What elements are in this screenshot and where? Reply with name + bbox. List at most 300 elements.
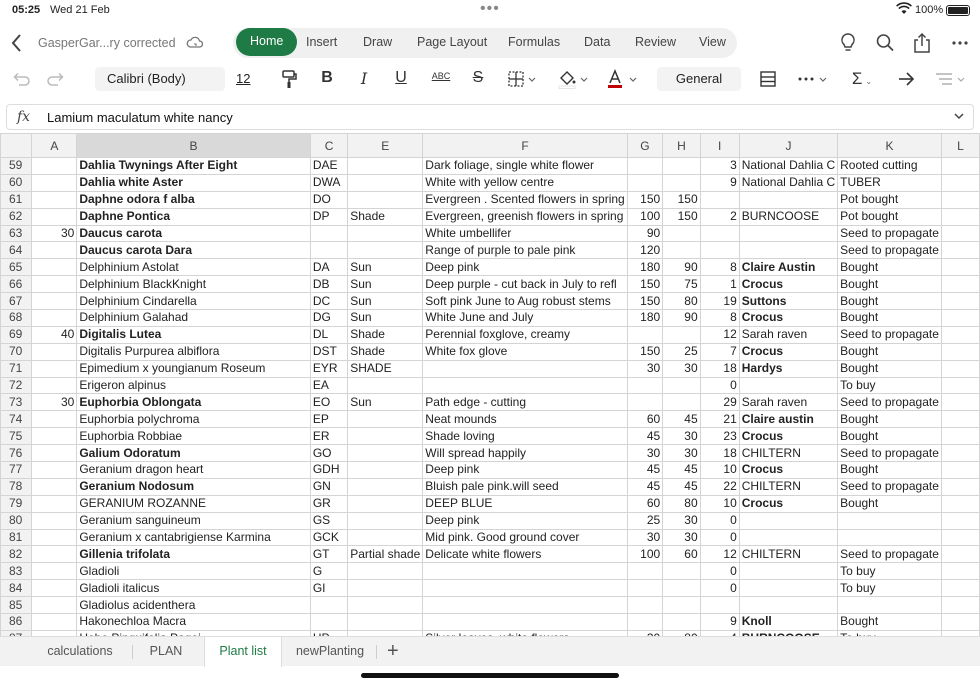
cell-f[interactable]: Soft pink June to Aug robust stems: [423, 293, 627, 310]
cloud-sync-icon[interactable]: [186, 34, 204, 52]
row-header[interactable]: 83: [1, 563, 32, 580]
cell-b[interactable]: Daphne Pontica: [77, 208, 311, 225]
cell-h[interactable]: 30: [663, 512, 700, 529]
cell-b[interactable]: Hakonechloa Macra: [77, 614, 311, 631]
cell-h[interactable]: 150: [663, 191, 700, 208]
insert-cells-icon[interactable]: [796, 69, 828, 89]
cell-a[interactable]: [32, 259, 77, 276]
cell-k[interactable]: Bought: [838, 360, 942, 377]
cell-c[interactable]: GDH: [310, 462, 347, 479]
more-options-icon[interactable]: [950, 32, 970, 54]
cell-c[interactable]: GO: [310, 445, 347, 462]
bold-icon[interactable]: B: [321, 69, 333, 86]
cell-l[interactable]: [941, 208, 979, 225]
cell-b[interactable]: Geranium sanguineum: [77, 512, 311, 529]
cell-a[interactable]: 30: [32, 394, 77, 411]
cell-j[interactable]: [739, 597, 837, 614]
cell-l[interactable]: [941, 158, 979, 175]
cell-g[interactable]: 30: [627, 360, 662, 377]
cell-g[interactable]: 45: [627, 478, 662, 495]
tab-draw[interactable]: Draw: [363, 35, 393, 49]
cell-c[interactable]: GR: [310, 495, 347, 512]
cell-i[interactable]: 23: [700, 428, 739, 445]
cell-f[interactable]: Deep pink: [423, 259, 627, 276]
cell-b[interactable]: Geranium x cantabrigiense Karmina: [77, 529, 311, 546]
cell-f[interactable]: Shade loving: [423, 428, 627, 445]
cell-l[interactable]: [941, 495, 979, 512]
row-header[interactable]: 72: [1, 377, 32, 394]
cell-b[interactable]: Delphinium BlackKnight: [77, 276, 311, 293]
tab-insert[interactable]: Insert: [306, 35, 338, 49]
row-header[interactable]: 74: [1, 411, 32, 428]
cell-e[interactable]: Sun: [348, 276, 423, 293]
cell-e[interactable]: [348, 411, 423, 428]
cell-e[interactable]: Sun: [348, 293, 423, 310]
cell-h[interactable]: [663, 614, 700, 631]
cell-j[interactable]: BURNCOOSE: [739, 208, 837, 225]
cell-k[interactable]: Seed to propagate: [838, 242, 942, 259]
cell-e[interactable]: [348, 242, 423, 259]
cell-j[interactable]: Knoll: [739, 614, 837, 631]
cell-l[interactable]: [941, 259, 979, 276]
align-icon[interactable]: [934, 69, 966, 89]
row-header[interactable]: 65: [1, 259, 32, 276]
cell-k[interactable]: Bought: [838, 343, 942, 360]
row-header[interactable]: 66: [1, 276, 32, 293]
cell-f[interactable]: Deep pink: [423, 462, 627, 479]
cell-k[interactable]: Seed to propagate: [838, 445, 942, 462]
column-header[interactable]: H: [663, 134, 700, 158]
cell-b[interactable]: Gladioli: [77, 563, 311, 580]
cell-i[interactable]: 0: [700, 377, 739, 394]
cell-l[interactable]: [941, 512, 979, 529]
cell-a[interactable]: [32, 276, 77, 293]
cell-g[interactable]: 180: [627, 259, 662, 276]
cell-j[interactable]: Crocus: [739, 462, 837, 479]
cell-e[interactable]: Sun: [348, 310, 423, 327]
cell-h[interactable]: 150: [663, 208, 700, 225]
cell-e[interactable]: [348, 225, 423, 242]
cell-c[interactable]: DL: [310, 326, 347, 343]
formula-bar[interactable]: [6, 104, 974, 130]
cell-a[interactable]: 30: [32, 225, 77, 242]
arrow-right-icon[interactable]: [896, 69, 916, 89]
cell-f[interactable]: Path edge - cutting: [423, 394, 627, 411]
redo-icon[interactable]: [47, 69, 67, 89]
row-header[interactable]: 59: [1, 158, 32, 175]
cell-b[interactable]: Dahlia white Aster: [77, 174, 311, 191]
cell-i[interactable]: 3: [700, 158, 739, 175]
sheet-tab-plant-list[interactable]: Plant list: [204, 637, 282, 667]
cell-g[interactable]: [627, 326, 662, 343]
cell-l[interactable]: [941, 529, 979, 546]
cell-h[interactable]: 30: [663, 428, 700, 445]
cell-g[interactable]: 100: [627, 546, 662, 563]
cell-f[interactable]: Dark foliage, single white flower: [423, 158, 627, 175]
row-header[interactable]: 60: [1, 174, 32, 191]
cell-i[interactable]: 8: [700, 259, 739, 276]
cell-l[interactable]: [941, 563, 979, 580]
cell-j[interactable]: National Dahlia C: [739, 174, 837, 191]
column-header[interactable]: L: [941, 134, 979, 158]
home-indicator[interactable]: [361, 673, 619, 678]
cell-h[interactable]: [663, 394, 700, 411]
cell-a[interactable]: [32, 428, 77, 445]
cell-l[interactable]: [941, 445, 979, 462]
tab-view[interactable]: View: [699, 35, 726, 49]
cell-f[interactable]: White June and July: [423, 310, 627, 327]
cell-e[interactable]: [348, 614, 423, 631]
cell-f[interactable]: White umbellifer: [423, 225, 627, 242]
cell-h[interactable]: [663, 597, 700, 614]
cell-l[interactable]: [941, 478, 979, 495]
cell-a[interactable]: [32, 546, 77, 563]
cell-b[interactable]: Galium Odoratum: [77, 445, 311, 462]
cell-j[interactable]: Suttons: [739, 293, 837, 310]
cell-i[interactable]: [700, 225, 739, 242]
cell-j[interactable]: [739, 242, 837, 259]
cell-l[interactable]: [941, 276, 979, 293]
cell-b[interactable]: Dahlia Twynings After Eight: [77, 158, 311, 175]
cell-e[interactable]: Shade: [348, 343, 423, 360]
sheet-tab-calculations[interactable]: calculations: [47, 644, 113, 658]
cell-j[interactable]: Claire Austin: [739, 259, 837, 276]
cell-c[interactable]: ER: [310, 428, 347, 445]
cell-c[interactable]: [310, 242, 347, 259]
cell-k[interactable]: Bought: [838, 293, 942, 310]
cell-h[interactable]: 45: [663, 462, 700, 479]
cell-b[interactable]: Delphinium Galahad: [77, 310, 311, 327]
cell-c[interactable]: [310, 614, 347, 631]
column-header[interactable]: F: [423, 134, 627, 158]
cell-k[interactable]: TUBER: [838, 174, 942, 191]
cell-l[interactable]: [941, 428, 979, 445]
function-icon[interactable]: fx: [17, 109, 31, 125]
cell-c[interactable]: DG: [310, 310, 347, 327]
cell-c[interactable]: DAE: [310, 158, 347, 175]
cell-i[interactable]: [700, 191, 739, 208]
cell-c[interactable]: GCK: [310, 529, 347, 546]
row-header[interactable]: 86: [1, 614, 32, 631]
cell-h[interactable]: [663, 326, 700, 343]
spelling-icon[interactable]: ABC: [431, 71, 451, 81]
cell-a[interactable]: [32, 580, 77, 597]
strikethrough-icon[interactable]: S: [472, 69, 484, 86]
cell-i[interactable]: 0: [700, 512, 739, 529]
cell-j[interactable]: Sarah raven: [739, 326, 837, 343]
column-header[interactable]: G: [627, 134, 662, 158]
back-chevron-icon[interactable]: [8, 32, 26, 54]
cell-l[interactable]: [941, 242, 979, 259]
cell-e[interactable]: [348, 512, 423, 529]
row-header[interactable]: 75: [1, 428, 32, 445]
cell-k[interactable]: To buy: [838, 377, 942, 394]
cell-j[interactable]: [739, 377, 837, 394]
column-header[interactable]: K: [838, 134, 942, 158]
cell-j[interactable]: Hardys: [739, 360, 837, 377]
cell-c[interactable]: EA: [310, 377, 347, 394]
cell-f[interactable]: [423, 360, 627, 377]
cell-k[interactable]: [838, 512, 942, 529]
cell-f[interactable]: Mid pink. Good ground cover: [423, 529, 627, 546]
cell-g[interactable]: 150: [627, 276, 662, 293]
cell-j[interactable]: Claire austin: [739, 411, 837, 428]
cell-g[interactable]: [627, 580, 662, 597]
cell-e[interactable]: [348, 478, 423, 495]
cell-j[interactable]: [739, 529, 837, 546]
cell-h[interactable]: 60: [663, 546, 700, 563]
cell-b[interactable]: Digitalis Lutea: [77, 326, 311, 343]
row-header[interactable]: 63: [1, 225, 32, 242]
cell-k[interactable]: Seed to propagate: [838, 478, 942, 495]
cell-c[interactable]: DST: [310, 343, 347, 360]
cell-g[interactable]: [627, 158, 662, 175]
fill-color-icon[interactable]: [557, 69, 589, 89]
cell-c[interactable]: DC: [310, 293, 347, 310]
cell-g[interactable]: [627, 377, 662, 394]
cell-f[interactable]: White with yellow centre: [423, 174, 627, 191]
cell-e[interactable]: SHADE: [348, 360, 423, 377]
cell-g[interactable]: 45: [627, 462, 662, 479]
cell-k[interactable]: [838, 597, 942, 614]
cell-l[interactable]: [941, 394, 979, 411]
font-color-icon[interactable]: [605, 69, 639, 89]
cell-j[interactable]: [739, 563, 837, 580]
cell-j[interactable]: Crocus: [739, 343, 837, 360]
cell-g[interactable]: 120: [627, 242, 662, 259]
cell-h[interactable]: [663, 225, 700, 242]
cell-e[interactable]: [348, 191, 423, 208]
cell-f[interactable]: Evergreen, greenish flowers in spring: [423, 208, 627, 225]
cell-h[interactable]: 45: [663, 411, 700, 428]
cell-g[interactable]: [627, 394, 662, 411]
cell-h[interactable]: 90: [663, 310, 700, 327]
cell-f[interactable]: Bluish pale pink.will seed: [423, 478, 627, 495]
cell-c[interactable]: G: [310, 563, 347, 580]
cell-a[interactable]: [32, 563, 77, 580]
cell-c[interactable]: GS: [310, 512, 347, 529]
cell-g[interactable]: 60: [627, 411, 662, 428]
cell-g[interactable]: 25: [627, 512, 662, 529]
sheet-tab-plan[interactable]: PLAN: [149, 644, 183, 658]
cell-e[interactable]: [348, 580, 423, 597]
cell-b[interactable]: Gladiolus acidenthera: [77, 597, 311, 614]
cell-g[interactable]: 150: [627, 191, 662, 208]
cell-h[interactable]: [663, 563, 700, 580]
cell-c[interactable]: DA: [310, 259, 347, 276]
cell-h[interactable]: 90: [663, 259, 700, 276]
cell-f[interactable]: [423, 614, 627, 631]
cell-i[interactable]: 12: [700, 326, 739, 343]
cell-a[interactable]: [32, 411, 77, 428]
cell-a[interactable]: [32, 495, 77, 512]
cell-c[interactable]: [310, 597, 347, 614]
cell-k[interactable]: Bought: [838, 259, 942, 276]
cell-a[interactable]: [32, 310, 77, 327]
row-header[interactable]: 85: [1, 597, 32, 614]
formula-input[interactable]: Lamium maculatum white nancy: [47, 110, 233, 125]
cell-j[interactable]: [739, 191, 837, 208]
cell-a[interactable]: [32, 462, 77, 479]
cell-b[interactable]: Euphorbia polychroma: [77, 411, 311, 428]
cell-f[interactable]: White fox glove: [423, 343, 627, 360]
cell-a[interactable]: [32, 614, 77, 631]
cell-j[interactable]: CHILTERN: [739, 546, 837, 563]
cell-e[interactable]: [348, 428, 423, 445]
cell-a[interactable]: [32, 242, 77, 259]
cell-b[interactable]: Daucus carota Dara: [77, 242, 311, 259]
cell-j[interactable]: National Dahlia C: [739, 158, 837, 175]
cell-l[interactable]: [941, 293, 979, 310]
cell-c[interactable]: GI: [310, 580, 347, 597]
font-name-dropdown[interactable]: Calibri (Body): [95, 67, 225, 91]
cell-h[interactable]: [663, 174, 700, 191]
row-header[interactable]: 67: [1, 293, 32, 310]
row-header[interactable]: 61: [1, 191, 32, 208]
cell-k[interactable]: Seed to propagate: [838, 546, 942, 563]
row-header[interactable]: 68: [1, 310, 32, 327]
cell-h[interactable]: 45: [663, 478, 700, 495]
column-header[interactable]: J: [739, 134, 837, 158]
cell-a[interactable]: [32, 191, 77, 208]
cell-k[interactable]: Seed to propagate: [838, 326, 942, 343]
cell-k[interactable]: Seed to propagate: [838, 394, 942, 411]
cell-l[interactable]: [941, 462, 979, 479]
cell-k[interactable]: Bought: [838, 462, 942, 479]
cell-i[interactable]: [700, 597, 739, 614]
cell-b[interactable]: Gladioli italicus: [77, 580, 311, 597]
cell-k[interactable]: Pot bought: [838, 191, 942, 208]
row-header[interactable]: 73: [1, 394, 32, 411]
cell-j[interactable]: [739, 512, 837, 529]
cell-i[interactable]: 0: [700, 580, 739, 597]
cell-e[interactable]: [348, 158, 423, 175]
cell-k[interactable]: Bought: [838, 495, 942, 512]
row-header[interactable]: 84: [1, 580, 32, 597]
cell-e[interactable]: Shade: [348, 326, 423, 343]
cell-l[interactable]: [941, 377, 979, 394]
cell-i[interactable]: 1: [700, 276, 739, 293]
cell-l[interactable]: [941, 614, 979, 631]
cell-j[interactable]: Sarah raven: [739, 394, 837, 411]
font-size-dropdown[interactable]: 12: [236, 71, 251, 86]
cell-i[interactable]: 0: [700, 529, 739, 546]
cell-c[interactable]: DWA: [310, 174, 347, 191]
cell-k[interactable]: Bought: [838, 614, 942, 631]
cell-f[interactable]: DEEP BLUE: [423, 495, 627, 512]
expand-chevron-icon[interactable]: [953, 110, 965, 122]
cell-k[interactable]: Bought: [838, 411, 942, 428]
cell-h[interactable]: [663, 242, 700, 259]
cell-i[interactable]: 7: [700, 343, 739, 360]
cell-j[interactable]: [739, 225, 837, 242]
cell-b[interactable]: Daucus carota: [77, 225, 311, 242]
cell-b[interactable]: Delphinium Astolat: [77, 259, 311, 276]
row-header[interactable]: 79: [1, 495, 32, 512]
cell-i[interactable]: 10: [700, 462, 739, 479]
cell-e[interactable]: Sun: [348, 259, 423, 276]
cell-f[interactable]: Delicate white flowers: [423, 546, 627, 563]
cell-i[interactable]: 19: [700, 293, 739, 310]
cell-c[interactable]: EYR: [310, 360, 347, 377]
cell-j[interactable]: Crocus: [739, 276, 837, 293]
cell-f[interactable]: Range of purple to pale pink: [423, 242, 627, 259]
cell-a[interactable]: [32, 377, 77, 394]
cell-j[interactable]: CHILTERN: [739, 445, 837, 462]
cell-j[interactable]: Crocus: [739, 495, 837, 512]
cell-g[interactable]: [627, 597, 662, 614]
multitask-dots[interactable]: •••: [480, 0, 500, 17]
cell-h[interactable]: [663, 580, 700, 597]
cell-l[interactable]: [941, 310, 979, 327]
search-icon[interactable]: [875, 32, 895, 54]
cell-table[interactable]: [0, 133, 980, 648]
cell-l[interactable]: [941, 546, 979, 563]
cell-g[interactable]: [627, 174, 662, 191]
cell-l[interactable]: [941, 326, 979, 343]
cell-b[interactable]: Geranium Nodosum: [77, 478, 311, 495]
tab-review[interactable]: Review: [635, 35, 676, 49]
cell-g[interactable]: 150: [627, 293, 662, 310]
number-format-dropdown[interactable]: General: [657, 67, 741, 91]
row-header[interactable]: 62: [1, 208, 32, 225]
cell-c[interactable]: GT: [310, 546, 347, 563]
cell-e[interactable]: [348, 377, 423, 394]
cell-a[interactable]: [32, 445, 77, 462]
cell-i[interactable]: 21: [700, 411, 739, 428]
spreadsheet-grid[interactable]: [0, 133, 980, 636]
cell-a[interactable]: [32, 529, 77, 546]
tab-formulas[interactable]: Formulas: [508, 35, 561, 49]
cell-i[interactable]: 9: [700, 174, 739, 191]
cell-a[interactable]: [32, 478, 77, 495]
cell-f[interactable]: Perennial foxglove, creamy: [423, 326, 627, 343]
cell-g[interactable]: 180: [627, 310, 662, 327]
row-header[interactable]: 76: [1, 445, 32, 462]
cell-f[interactable]: [423, 377, 627, 394]
cell-h[interactable]: 80: [663, 293, 700, 310]
cell-h[interactable]: 80: [663, 495, 700, 512]
row-header[interactable]: 80: [1, 512, 32, 529]
cell-c[interactable]: EO: [310, 394, 347, 411]
row-header[interactable]: 81: [1, 529, 32, 546]
cell-a[interactable]: [32, 208, 77, 225]
cell-b[interactable]: GERANIUM ROZANNE: [77, 495, 311, 512]
cell-h[interactable]: 30: [663, 445, 700, 462]
cell-g[interactable]: 30: [627, 445, 662, 462]
row-header[interactable]: 64: [1, 242, 32, 259]
cell-e[interactable]: [348, 445, 423, 462]
column-header-selected[interactable]: B: [77, 134, 311, 158]
borders-icon[interactable]: [507, 69, 537, 89]
cell-a[interactable]: [32, 597, 77, 614]
cell-f[interactable]: [423, 563, 627, 580]
cell-j[interactable]: Crocus: [739, 428, 837, 445]
cell-k[interactable]: [838, 529, 942, 546]
undo-icon[interactable]: [10, 69, 30, 89]
cell-l[interactable]: [941, 580, 979, 597]
row-header[interactable]: 77: [1, 462, 32, 479]
lightbulb-icon[interactable]: [838, 32, 858, 54]
cell-j[interactable]: Crocus: [739, 310, 837, 327]
cell-b[interactable]: Epimedium x youngianum Roseum: [77, 360, 311, 377]
cell-i[interactable]: 29: [700, 394, 739, 411]
cell-i[interactable]: 18: [700, 360, 739, 377]
cell-l[interactable]: [941, 343, 979, 360]
cell-l[interactable]: [941, 191, 979, 208]
cell-l[interactable]: [941, 360, 979, 377]
cell-f[interactable]: [423, 597, 627, 614]
